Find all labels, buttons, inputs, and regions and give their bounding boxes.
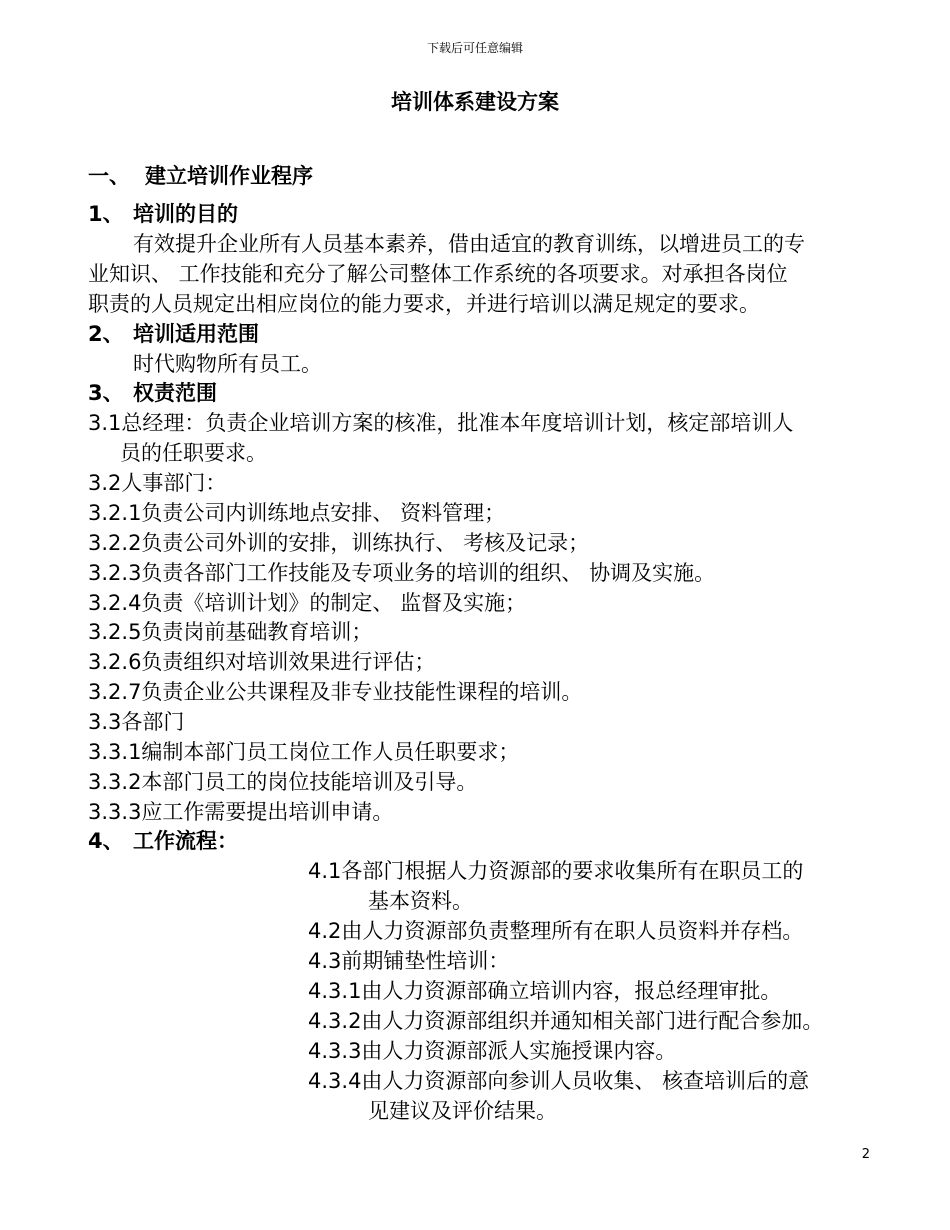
list-item: 3.3.2本部门员工的岗位技能培训及引导。 bbox=[88, 770, 478, 794]
workflow-item: 4.1各部门根据人力资源部的要求收集所有在职员工的 bbox=[308, 859, 804, 883]
workflow-item: 4.2由人力资源部负责整理所有在职人员资料并存档。 bbox=[308, 919, 804, 943]
subsection-number: 4、 bbox=[88, 829, 124, 853]
document-title: 培训体系建设方案 bbox=[391, 90, 559, 114]
paragraph-line: 时代购物所有员工。 bbox=[133, 352, 322, 376]
list-item: 3.2.6负责组织对培训效果进行评估； bbox=[88, 650, 436, 674]
list-item: 员的任职要求。 bbox=[120, 441, 267, 465]
subsection-heading-responsibility bbox=[88, 378, 217, 408]
paragraph-line: 有效提升企业所有人员基本素养，借由适宜的教育训练，以增进员工的专 bbox=[133, 232, 805, 256]
page-header-note: 下载后可任意编辑 bbox=[426, 41, 523, 55]
list-item: 3.2.4负责《培训计划》的制定、 监督及实施； bbox=[88, 591, 527, 615]
workflow-item: 4.3.2由人力资源部组织并通知相关部门进行配合参加。 bbox=[308, 1009, 824, 1033]
list-item: 3.2.7负责企业公共课程及非专业技能性课程的培训。 bbox=[88, 680, 583, 704]
subsection-heading-workflow bbox=[88, 826, 238, 856]
section-number: 一、 bbox=[88, 164, 130, 188]
section-heading-1 bbox=[88, 161, 313, 191]
page-number: 2 bbox=[861, 1147, 870, 1162]
subsection-number: 2、 bbox=[88, 322, 124, 346]
workflow-item: 见建议及评价结果。 bbox=[368, 1099, 557, 1123]
list-item: 3.2.5负责岗前基础教育培训； bbox=[88, 620, 373, 644]
subsection-title: 培训适用范围 bbox=[133, 322, 259, 346]
list-item: 3.3.3应工作需要提出培训申请。 bbox=[88, 800, 394, 824]
workflow-item: 4.3.4由人力资源部向参训人员收集、 核查培训后的意 bbox=[308, 1069, 810, 1093]
subsection-title: 培训的目的 bbox=[133, 202, 238, 226]
list-item: 3.2.2负责公司外训的安排，训练执行、 考核及记录； bbox=[88, 531, 590, 555]
workflow-item: 4.3.3由人力资源部派人实施授课内容。 bbox=[308, 1039, 677, 1063]
subsection-number: 3、 bbox=[88, 381, 124, 405]
section-title: 建立培训作业程序 bbox=[145, 164, 313, 188]
subsection-number: 1、 bbox=[88, 202, 124, 226]
list-item: 3.2.3负责各部门工作技能及专项业务的培训的组织、 协调及实施。 bbox=[88, 561, 716, 585]
list-item: 3.3各部门 bbox=[88, 710, 185, 734]
workflow-item: 4.3前期铺垫性培训： bbox=[308, 949, 510, 973]
list-item: 3.3.1编制本部门员工岗位工作人员任职要求； bbox=[88, 740, 520, 764]
workflow-item: 4.3.1由人力资源部确立培训内容，报总经理审批。 bbox=[308, 979, 782, 1003]
subsection-title: 工作流程： bbox=[133, 829, 238, 853]
paragraph-line: 职责的人员规定出相应岗位的能力要求，并进行培训以满足规定的要求。 bbox=[88, 292, 760, 316]
paragraph-line: 业知识、 工作技能和充分了解公司整体工作系统的各项要求。对承担各岗位 bbox=[88, 262, 788, 286]
subsection-title: 权责范围 bbox=[133, 381, 217, 405]
list-item: 3.2人事部门： bbox=[88, 471, 227, 495]
workflow-item: 基本资料。 bbox=[368, 889, 473, 913]
list-item: 3.2.1负责公司内训练地点安排、 资料管理； bbox=[88, 501, 506, 525]
list-item: 3.1总经理：负责企业培训方案的核准，批准本年度培训计划，核定部培训人 bbox=[88, 411, 794, 435]
subsection-heading-scope bbox=[88, 319, 259, 349]
subsection-heading-purpose bbox=[88, 199, 238, 229]
